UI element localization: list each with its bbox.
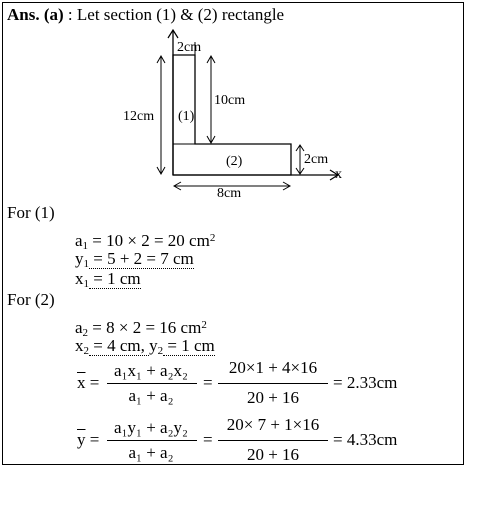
ybar-den-symbolic: a₁ + a₂ (128, 443, 174, 462)
label-x-axis: x (335, 167, 342, 182)
label-section-2: (2) (226, 154, 243, 169)
label-left-height: 12cm (123, 109, 155, 124)
xbar-num-numeric: 20×1 + 4×16 (228, 358, 318, 377)
xbar-num-symbolic: a₁x₁ + a₂x₂ (114, 361, 188, 380)
label-inner-height: 10cm (214, 93, 246, 108)
ybar-num-numeric: 20× 7 + 1×16 (226, 415, 320, 434)
a2-equation: $a_2 = 8 \times 2 = 16$ $cm^2$ (75, 318, 207, 339)
x1-equation: $x_1 = 1$ cm (75, 269, 141, 290)
y1-equation: $y_1 = 5 + 2 = 7$ cm (75, 249, 194, 270)
xbar-result: = 2.33cm (333, 373, 398, 392)
answer-heading (7, 5, 284, 25)
ybar-result: = 4.33cm (333, 430, 398, 449)
for-1-label: For (1) (7, 203, 55, 222)
label-top-width: 2cm (177, 40, 202, 55)
answer-intro: : Let section (1) & (2) rectangle (63, 5, 285, 24)
xbar-lhs: $\overline{x}$ = (77, 373, 100, 392)
answer-label: Ans. (a) (7, 5, 64, 24)
xbar-den-numeric: 20 + 16 (246, 388, 300, 407)
label-bottom-width: 8cm (217, 186, 242, 201)
xbar-den-symbolic: a₁ + a₂ (128, 386, 174, 405)
a1-equation: $a_1 = 10 \times 2 = 20$ $cm^2$ (75, 231, 216, 252)
for-2-label: For (2) (7, 290, 55, 309)
label-bottom-height: 2cm (304, 152, 329, 167)
ybar-lhs: $\overline{y}$ = (77, 430, 100, 449)
ybar-num-symbolic: a₁y₁ + a₂y₂ (114, 418, 188, 437)
x2-y2-equation: $x_2 = 4$ cm, $y_2 = 1$ cm (75, 336, 215, 357)
ybar-den-numeric: 20 + 16 (246, 445, 300, 464)
label-section-1: (1) (178, 109, 195, 124)
